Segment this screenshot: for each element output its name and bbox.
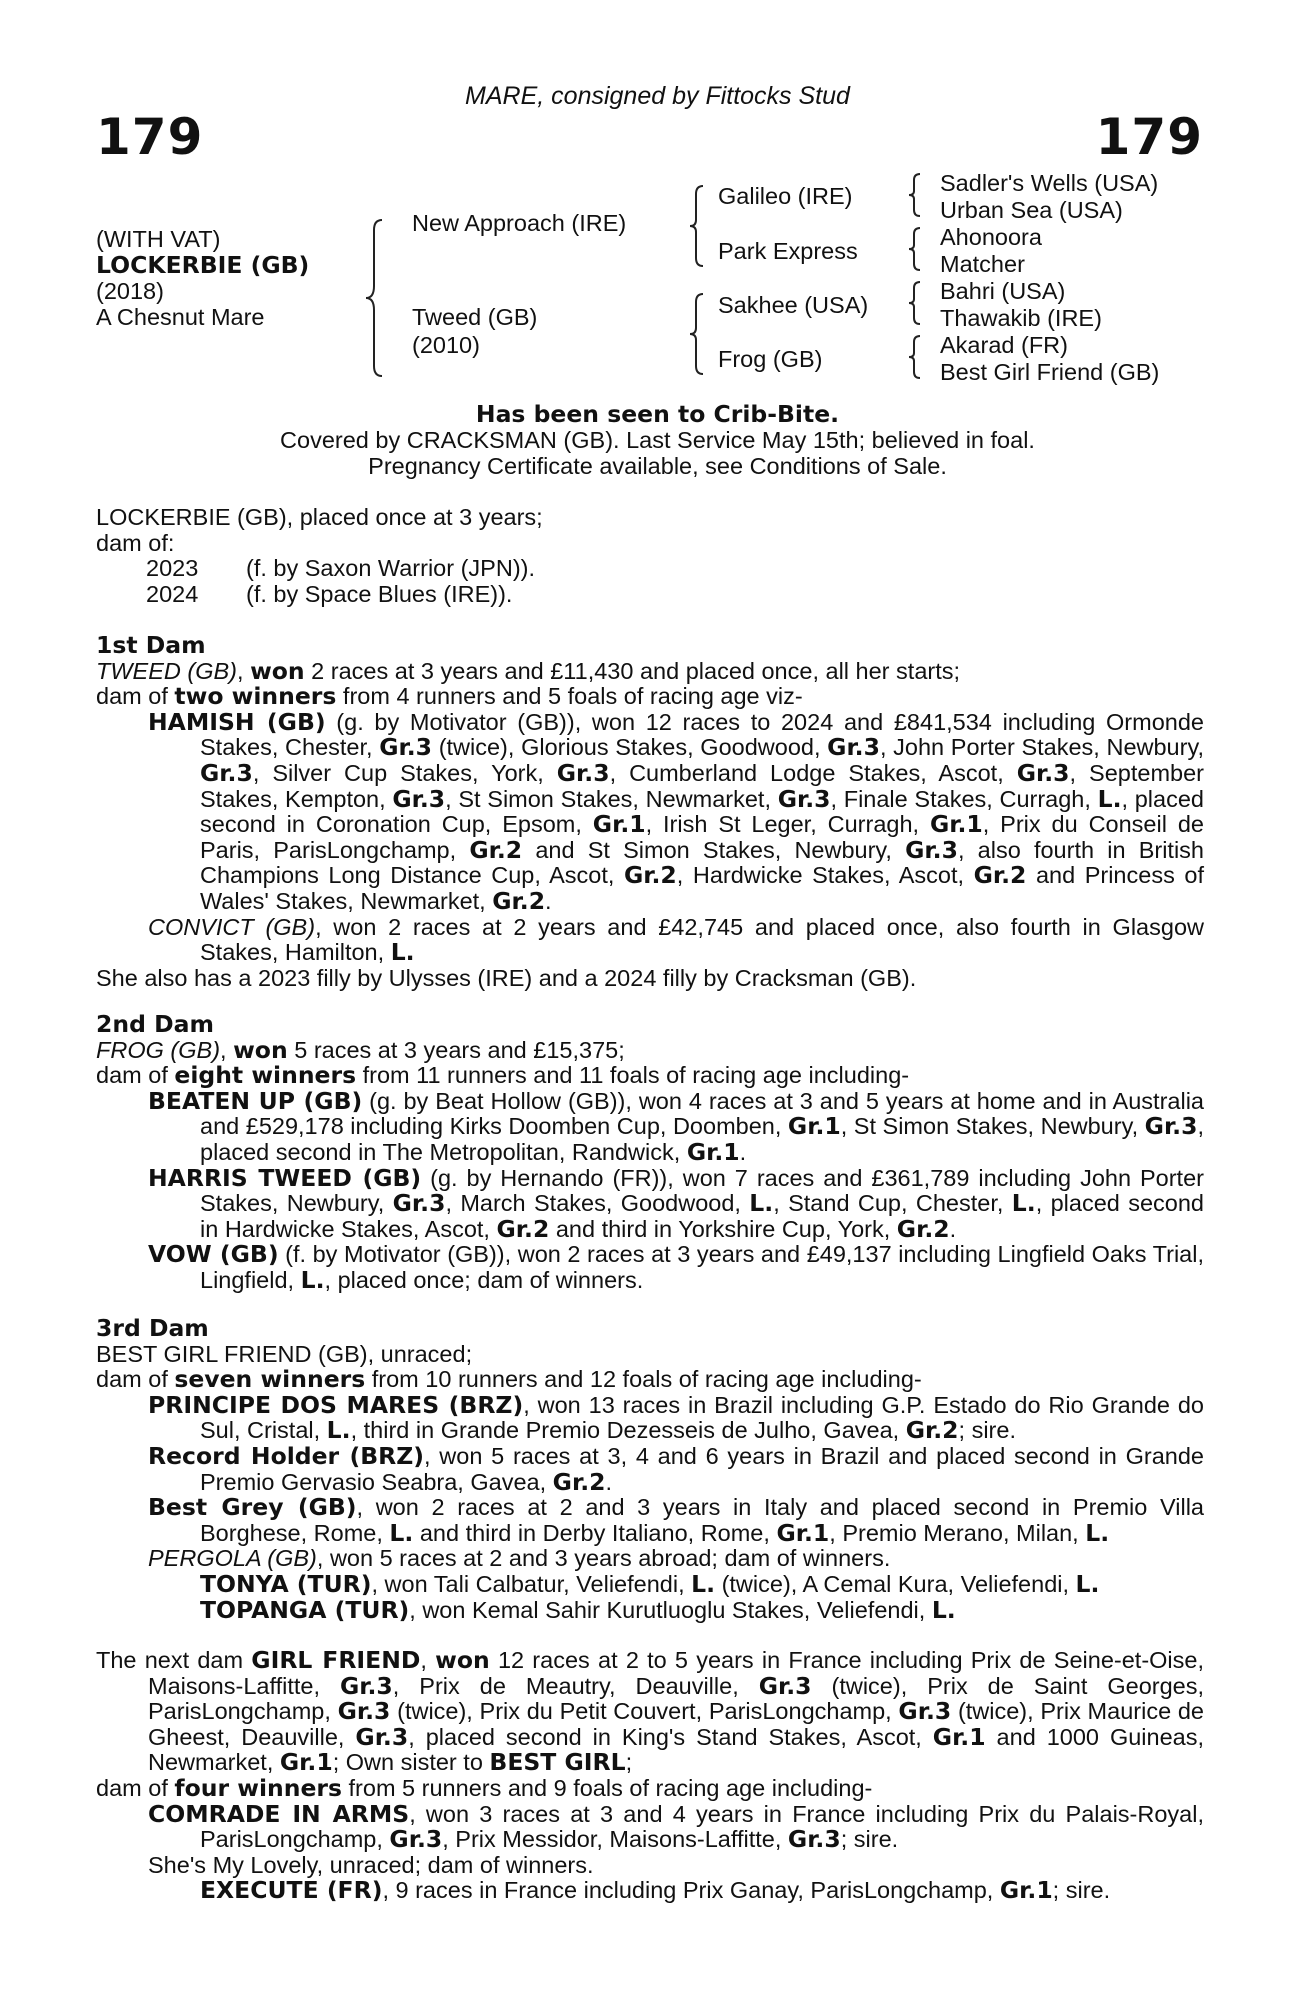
entry-text: and third in Derby Italiano, Rome,: [413, 1519, 777, 1546]
produce-detail: (f. by Saxon Warrior (JPN)).: [246, 555, 535, 582]
race-grade: won: [435, 1646, 490, 1674]
pedigree-sd: Park Express: [718, 238, 858, 264]
entry-name: CONVICT (GB): [148, 913, 316, 940]
entry-text: , St Simon Stakes, Newmarket,: [445, 785, 778, 812]
race-grade: L.: [389, 1518, 414, 1547]
entry-text: , won 2 races at 2 years and £42,745 and placed once, also fourth in Glasgow Stakes, Hamilton,: [200, 913, 1204, 966]
entry-name: EXECUTE (FR): [200, 1876, 383, 1905]
lot-number-right: 179: [1095, 108, 1203, 166]
text-run: dam of: [96, 1062, 175, 1089]
produce-year: 2024: [146, 580, 199, 607]
pedigree-brace-sd: [908, 226, 922, 272]
horse-name: LOCKERBIE (GB): [96, 251, 310, 279]
race-grade: Gr.2: [973, 861, 1027, 890]
pedigree-dam: Tweed (GB): [412, 304, 538, 330]
race-grade: Gr.3: [379, 733, 433, 762]
entry-name: VOW (GB): [148, 1240, 279, 1269]
race-grade: Gr.2: [552, 1467, 606, 1496]
pedigree-brace-ss: [908, 172, 922, 218]
entry-text: (twice), Glorious Stakes, Goodwood,: [432, 734, 828, 761]
second-dam-record: [96, 1035, 1204, 1064]
race-grade: Gr.3: [392, 1189, 446, 1218]
entry-text: .: [739, 1138, 747, 1165]
entry-text: (twice), A Cemal Kura, Veliefendi,: [715, 1570, 1076, 1597]
race-grade: Gr.3: [787, 1825, 841, 1854]
first-dam-produce-summary: [96, 684, 1204, 710]
produce-item: [96, 582, 1204, 608]
entry-text: , Stand Cup, Chester,: [773, 1190, 1012, 1217]
pedigree-dsd: Thawakib (IRE): [940, 305, 1102, 331]
entry-name: The next dam: [96, 1647, 252, 1673]
entry-text: , placed once; dam of winners.: [324, 1266, 644, 1293]
race-grade: Gr.2: [492, 886, 546, 915]
race-grade: Gr.3: [392, 784, 446, 813]
entry-name: TOPANGA (TUR): [200, 1595, 410, 1624]
entry-text: , March Stakes, Goodwood,: [445, 1190, 750, 1217]
race-grade: L.: [300, 1265, 325, 1294]
race-grade: Gr.3: [758, 1671, 812, 1700]
race-grade: Gr.1: [686, 1137, 740, 1166]
third-dam-record: BEST GIRL FRIEND (GB), unraced;: [96, 1340, 473, 1367]
race-grade: Gr.3: [1016, 758, 1070, 787]
pedigree-sds: Ahonoora: [940, 224, 1042, 250]
race-grade: L.: [931, 1595, 956, 1624]
next-dam-section: [96, 1648, 1204, 1904]
entry-text: and third in Yorkshire Cup, York,: [549, 1215, 897, 1242]
race-grade: L.: [749, 1189, 774, 1218]
offspring-entry-convict: [148, 915, 1204, 966]
text-run: seven winners: [174, 1365, 366, 1394]
race-grade: Gr.1: [929, 810, 983, 839]
entry-text: , 9 races in France including Prix Ganay, ParisLongchamp,: [382, 1877, 1000, 1904]
text-run: 5 races at 3 years and £15,375;: [287, 1036, 625, 1063]
text-run: dam of: [96, 1366, 175, 1393]
entry-text: (g. by Motivator (GB)), won 12 races to 2024 and £841,534 including Ormonde Stakes, Chester,: [200, 708, 1204, 761]
produce-dam-of: dam of:: [96, 529, 175, 556]
offspring-entry-pergola: [148, 1546, 1204, 1572]
pedigree-brace-main: [364, 218, 386, 378]
race-grade: Gr.1: [592, 810, 646, 839]
second-dam-produce-summary: [96, 1063, 1204, 1089]
entry-text: , Irish St Leger, Curragh,: [645, 811, 930, 838]
entry-text: and Princess of Wales' Stakes, Newmarket,: [200, 862, 1204, 914]
text-run: from 4 runners and 5 foals of racing age viz-: [336, 683, 803, 710]
pregnancy-certificate-note: Pregnancy Certificate available, see Conditions of Sale.: [368, 453, 947, 479]
vat-note: (WITH VAT): [96, 226, 221, 252]
race-grade: Gr.2: [896, 1214, 950, 1243]
race-grade: Gr.3: [556, 758, 610, 787]
race-grade: Gr.3: [339, 1671, 393, 1700]
entry-text: , Prix Messidor, Maisons-Laffitte,: [442, 1826, 788, 1853]
pedigree-dds: Akarad (FR): [940, 332, 1068, 358]
offspring-entry-record-holder: [148, 1441, 1204, 1496]
entry-text: .: [605, 1468, 613, 1495]
entry-text: , won Kemal Sahir Kurutluoglu Stakes, Veliefendi,: [409, 1596, 932, 1623]
text-run: two winners: [174, 682, 337, 711]
second-dam-name: FROG (GB): [96, 1036, 221, 1063]
entry-text: , Prix du Conseil de Paris, ParisLongchamp,: [200, 811, 1204, 863]
entry-text: , Silver Cup Stakes, York,: [252, 759, 557, 786]
third-dam-section: [96, 1316, 1204, 1623]
entry-text: , also fourth in British Champions Long Distance Cup, Ascot,: [200, 836, 1204, 889]
offspring-entry-principe-dos-mares: [148, 1390, 1204, 1445]
pedigree-ssd: Urban Sea (USA): [940, 197, 1123, 223]
produce-section: [96, 505, 1204, 607]
entry-name: Best Grey (GB): [148, 1493, 357, 1522]
race-grade: Gr.1: [776, 1518, 830, 1547]
offspring-entry-best-grey: [148, 1495, 1204, 1546]
pedigree-ddd: Best Girl Friend (GB): [940, 359, 1160, 385]
entry-text: (f. by Motivator (GB)), won 2 races at 3 years and £49,137 including Lingfield Oaks Trial, Lingfield,: [200, 1241, 1204, 1293]
race-grade: Gr.1: [932, 1722, 986, 1751]
offspring-entry-harris-tweed: [148, 1163, 1204, 1243]
entry-text: ; sire.: [1052, 1877, 1111, 1904]
text-run: from 5 runners and 9 foals of racing age including-: [342, 1774, 873, 1801]
pedigree-sss: Sadler's Wells (USA): [940, 170, 1159, 196]
entry-text: and St Simon Stakes, Newbury,: [522, 836, 906, 863]
entry-text: , placed second in The Metropolitan, Randwick,: [200, 1113, 1204, 1165]
entry-text: (g. by Beat Hollow (GB)), won 4 races at 3 and 5 years at home and in Australia and £529,178 including Kirks Doomben Cup, Doomben,: [200, 1087, 1204, 1140]
entry-text: , won 5 races at 2 and 3 years abroad; dam of winners.: [316, 1545, 891, 1572]
offspring-entry-beaten-up: [148, 1086, 1204, 1166]
entry-text: (twice), Prix de Saint Georges, ParisLongchamp,: [148, 1672, 1205, 1725]
entry-text: ;: [625, 1749, 633, 1776]
pedigree-brace-dd: [908, 334, 922, 380]
pedigree-brace-ds: [908, 280, 922, 326]
entry-name: PRINCIPE DOS MARES (BRZ): [148, 1390, 524, 1419]
entry-name: COMRADE IN ARMS: [148, 1799, 410, 1828]
produce-detail: (f. by Space Blues (IRE)).: [246, 580, 513, 607]
first-dam-also-note: She also has a 2023 filly by Ulysses (IRE) and a 2024 filly by Cracksman (GB).: [96, 964, 917, 991]
race-grade: L.: [1085, 1518, 1110, 1547]
third-dam-heading: 3rd Dam: [96, 1314, 209, 1342]
race-grade: Gr.3: [355, 1722, 409, 1751]
horse-description: A Chesnut Mare: [96, 304, 265, 330]
race-grade: Gr.2: [496, 1214, 550, 1243]
entry-text: ; sire.: [958, 1417, 1016, 1444]
pedigree-brace-sire: [688, 184, 706, 268]
entry-text: , placed second in King's Stand Stakes, Ascot,: [408, 1723, 933, 1750]
entry-name: HARRIS TWEED (GB): [148, 1163, 422, 1192]
text-run: ,: [220, 1036, 234, 1063]
entry-text: , Hardwicke Stakes, Ascot,: [676, 862, 974, 889]
entry-text: , John Porter Stakes, Newbury,: [879, 734, 1204, 761]
race-grade: Gr.3: [200, 758, 253, 787]
pedigree-brace-dam: [688, 292, 706, 376]
race-grade: L.: [1075, 1569, 1100, 1598]
race-grade: Gr.3: [827, 733, 880, 762]
entry-text: (g. by Hernando (FR)), won 7 races and £361,789 including John Porter Stakes, Newbury,: [200, 1164, 1204, 1217]
race-grade: L.: [691, 1569, 716, 1598]
produce-item: [96, 556, 1204, 582]
grand-offspring-entry-execute: [200, 1878, 1204, 1904]
entry-text: , won 5 races at 3, 4 and 6 years in Brazil and placed second in Grande Premio Gervasio Seabra, Gavea,: [200, 1442, 1204, 1495]
pedigree-dam-year: (2010): [412, 332, 480, 358]
text-run: won: [233, 1035, 288, 1064]
entry-name: Record Holder (BRZ): [148, 1441, 425, 1470]
next-dam-produce-summary: [96, 1773, 1204, 1802]
first-dam-section: [96, 633, 1204, 991]
text-run: won: [250, 656, 305, 685]
pedigree-dd: Frog (GB): [718, 346, 823, 372]
entry-text: , Finale Stakes, Curragh,: [830, 785, 1098, 812]
entry-text: , won 3 races at 3 and 4 years in France including Prix du Palais-Royal, ParisLongchamp,: [200, 1800, 1204, 1853]
entry-text: (twice), Prix Maurice de Gheest, Deauville,: [148, 1698, 1204, 1750]
pedigree-ds: Sakhee (USA): [718, 292, 869, 318]
race-grade: Gr.2: [469, 835, 523, 864]
entry-text: , placed second in Coronation Cup, Epsom,: [200, 785, 1204, 838]
entry-text: .: [545, 887, 552, 914]
lot-header-title: MARE, consigned by Fittocks Stud: [465, 82, 850, 110]
second-dam-section: [96, 1012, 1204, 1294]
text-run: four winners: [174, 1773, 342, 1802]
entry-text: .: [949, 1215, 957, 1242]
entry-text: , Prix de Meautry, Deauville,: [392, 1672, 759, 1699]
race-grade: L.: [1011, 1189, 1036, 1218]
race-grade: Gr.3: [898, 1697, 952, 1726]
horse-year: (2018): [96, 278, 164, 304]
race-grade: L.: [1097, 784, 1122, 813]
race-grade: L.: [326, 1416, 351, 1445]
race-grade: Gr.1: [999, 1876, 1053, 1905]
text-run: from 11 runners and 11 foals of racing age including-: [356, 1062, 910, 1089]
entry-text: , won Tali Calbatur, Veliefendi,: [371, 1570, 692, 1597]
text-run: dam of: [96, 1774, 175, 1801]
second-dam-heading: 2nd Dam: [96, 1010, 214, 1038]
grand-offspring-entry-topanga: [200, 1595, 1204, 1624]
race-grade: Gr.1: [279, 1748, 333, 1777]
entry-name: BEATEN UP (GB): [148, 1086, 363, 1115]
entry-name: TONYA (TUR): [200, 1569, 372, 1598]
lot-number-left: 179: [96, 108, 204, 166]
race-grade: Gr.3: [1144, 1112, 1198, 1141]
entry-text: , Premio Merano, Milan,: [829, 1519, 1086, 1546]
race-grade: Gr.3: [905, 835, 958, 864]
race-grade: Gr.1: [787, 1112, 841, 1141]
entry-text: (twice), Prix du Petit Couvert, ParisLongchamp,: [390, 1698, 899, 1725]
text-run: 2 races at 3 years and £11,430 and placed once, all her starts;: [304, 657, 961, 684]
race-grade: Gr.3: [777, 784, 831, 813]
race-grade: Gr.2: [905, 1416, 959, 1445]
grand-offspring-entry-tonya: [200, 1569, 1204, 1598]
race-grade: BEST GIRL: [489, 1748, 626, 1777]
first-dam-name: TWEED (GB): [96, 657, 237, 684]
entry-text: 12 races at 2 to 5 years in France including Prix de Seine-et-Oise, Maisons-Laffitte,: [148, 1647, 1204, 1699]
next-dam-record: [96, 1648, 1204, 1776]
first-dam-heading: 1st Dam: [96, 631, 206, 659]
entry-name: HAMISH (GB): [148, 707, 326, 736]
entry-text: , placed second in Hardwicke Stakes, Ascot,: [200, 1190, 1204, 1242]
pedigree-sdd: Matcher: [940, 251, 1025, 277]
pedigree-sire: New Approach (IRE): [412, 210, 627, 236]
text-run: ,: [237, 657, 251, 684]
pedigree-dss: Bahri (USA): [940, 278, 1066, 304]
entry-text: , won 2 races at 2 and 3 years in Italy and placed second in Premio Villa Borghese, Rome,: [200, 1494, 1204, 1546]
entry-text: ; sire.: [840, 1826, 899, 1853]
entry-text: , won 13 races in Brazil including G.P. Estado do Rio Grande do Sul, Cristal,: [200, 1391, 1204, 1444]
offspring-entry-shes-my-lovely: She's My Lovely, unraced; dam of winners.: [148, 1851, 594, 1878]
entry-text: , September Stakes, Kempton,: [200, 759, 1204, 812]
third-dam-produce-summary: [96, 1367, 1204, 1393]
entry-text: , third in Grande Premio Dezesseis de Julho, Gavea,: [350, 1417, 906, 1444]
race-grade: Gr.3: [389, 1825, 443, 1854]
text-run: from 10 runners and 12 foals of racing age including-: [365, 1366, 922, 1393]
entry-text: ,: [420, 1647, 436, 1673]
entry-text: ; Own sister to: [332, 1749, 490, 1776]
entry-name: PERGOLA (GB): [148, 1545, 317, 1572]
pedigree-ss: Galileo (IRE): [718, 183, 853, 209]
text-run: eight winners: [174, 1061, 357, 1090]
covering-note: Covered by CRACKSMAN (GB). Last Service May 15th; believed in foal.: [280, 427, 1035, 453]
race-grade: Gr.2: [623, 861, 677, 890]
race-grade: Gr.3: [337, 1697, 391, 1726]
race-grade: GIRL FRIEND: [251, 1646, 421, 1674]
entry-text: , St Simon Stakes, Newbury,: [840, 1113, 1145, 1140]
crib-bite-warning: Has been seen to Crib-Bite.: [475, 400, 840, 428]
offspring-entry-comrade-in-arms: [148, 1799, 1204, 1854]
text-run: dam of: [96, 683, 175, 710]
produce-year: 2023: [146, 555, 199, 582]
entry-text: , Cumberland Lodge Stakes, Ascot,: [609, 759, 1017, 786]
offspring-entry-hamish: [148, 707, 1204, 915]
race-grade: L.: [390, 938, 415, 967]
entry-text: and 1000 Guineas, Newmarket,: [148, 1723, 1205, 1776]
first-dam-record: [96, 656, 1204, 685]
produce-intro: LOCKERBIE (GB), placed once at 3 years;: [96, 504, 543, 530]
offspring-entry-vow: [148, 1242, 1204, 1293]
